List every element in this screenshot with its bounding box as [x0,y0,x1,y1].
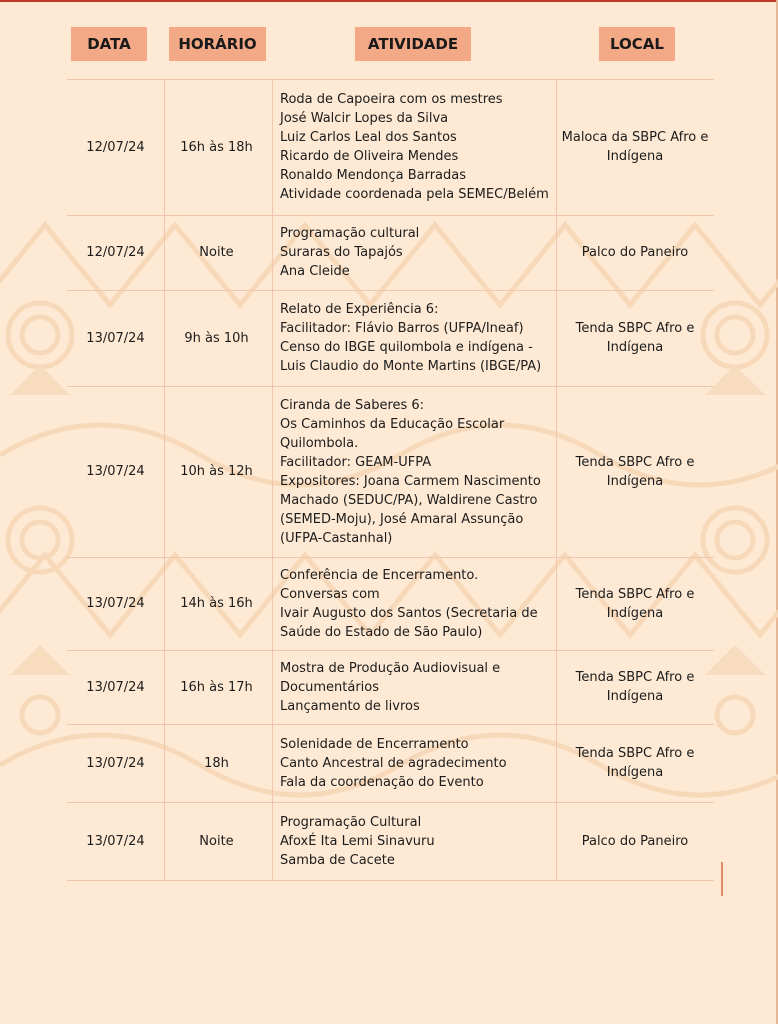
activity-cell [280,650,556,724]
activity-line: Ana Cleide [280,264,350,279]
date-cell: 13/07/24 [86,464,145,479]
activity-line: Programação Cultural [280,814,422,830]
activity-line: Atividade coordenada pela SEMEC/Belém [280,187,549,202]
location-line: Indígena [606,689,664,704]
activity-line: Luis Claudio do Monte Martins (IBGE/PA) [280,359,542,374]
activity-line: Machado (SEDUC/PA), Waldirene Castro [280,492,538,508]
grid-line [67,880,714,881]
table-row [67,290,714,386]
activity-line: Ivair Augusto dos Santos (Secretaria de [280,605,538,621]
location-line: Tenda SBPC Afro e [575,670,695,685]
table-row [67,79,714,215]
location-line: Tenda SBPC Afro e [575,586,695,602]
header-activity: ATIVIDADE [355,27,471,61]
activity-line: Suraras do Tapajós [280,245,403,260]
location-line: Indígena [606,473,664,489]
table-row [67,802,714,880]
location-cell [556,650,714,724]
activity-line: Mostra de Produção Audiovisual e [280,660,501,676]
activity-line: Programação cultural [280,226,420,241]
activity-line: Fala da coordenação do Evento [280,774,484,790]
activity-cell [280,79,556,215]
time-cell: 9h às 10h [184,330,249,346]
date-cell: 12/07/24 [86,245,145,260]
activity-line: Solenidade de Encerramento [280,736,469,752]
activity-line: Censo do IBGE quilombola e indígena - [280,340,533,355]
location-line: Palco do Paneiro [581,245,689,260]
location-cell [556,386,714,557]
table-row [67,724,714,802]
activity-line: (UFPA-Castanhal) [280,530,393,546]
activity-line: Roda de Capoeira com os mestres [280,92,503,107]
activity-line: José Walcir Lopes da Silva [280,111,449,126]
location-cell [556,290,714,386]
header-location: LOCAL [599,27,675,61]
activity-line: Ronaldo Mendonça Barradas [280,168,467,183]
activity-cell [280,557,556,650]
date-cell: 13/07/24 [86,596,145,611]
time-cell: 16h às 18h [180,139,253,155]
location-line: Indígena [606,765,664,780]
activity-line: AfoxÉ Ita Lemi Sinavuru [280,833,435,849]
date-cell: 13/07/24 [86,330,145,346]
time-cell: 10h às 12h [180,464,253,479]
activity-line: (SEMED-Moju), José Amaral Assunção [280,511,524,527]
table-header [0,27,778,61]
activity-line: Canto Ancestral de agradecimento [280,755,507,771]
activity-line: Lançamento de livros [280,698,420,714]
activity-line: Conferência de Encerramento. [280,567,479,583]
activity-line: Saúde do Estado de São Paulo) [280,624,483,640]
activity-line: Ciranda de Saberes 6: [280,397,425,413]
activity-cell [280,386,556,557]
date-cell: 13/07/24 [86,833,145,849]
location-cell [556,215,714,290]
location-line: Indígena [606,605,664,621]
time-cell: 18h [204,755,229,771]
decorative-tick [721,862,723,896]
activity-line: Os Caminhos da Educação Escolar [280,416,505,432]
activity-line: Expositores: Joana Carmem Nascimento [280,473,541,489]
activity-line: Documentários [280,679,379,695]
activity-cell [280,290,556,386]
activity-line: Facilitador: GEAM-UFPA [280,454,432,470]
header-date: DATA [71,27,147,61]
location-cell [556,557,714,650]
table-row [67,215,714,290]
date-cell: 12/07/24 [86,139,145,155]
table-row [67,650,714,724]
activity-line: Samba de Cacete [280,852,395,868]
activity-cell [280,802,556,880]
date-cell: 13/07/24 [86,679,145,695]
location-line: Palco do Paneiro [581,833,689,849]
location-line: Tenda SBPC Afro e [575,321,695,336]
time-cell: Noite [199,245,234,260]
location-line: Maloca da SBPC Afro e [561,130,709,145]
location-cell [556,724,714,802]
table-row [67,386,714,557]
location-line: Indígena [606,149,664,164]
activity-line: Quilombola. [280,435,359,451]
top-border [0,0,778,2]
activity-line: Luiz Carlos Leal dos Santos [280,130,457,145]
activity-line: Facilitador: Flávio Barros (UFPA/Ineaf) [280,321,524,336]
time-cell: Noite [199,833,234,849]
activity-line: Conversas com [280,586,380,602]
location-line: Tenda SBPC Afro e [575,454,695,470]
time-cell: 14h às 16h [180,596,253,611]
activity-cell [280,215,556,290]
table-row [67,557,714,650]
location-line: Indígena [606,340,664,355]
activity-cell [280,724,556,802]
location-cell [556,802,714,880]
activity-line: Ricardo de Oliveira Mendes [280,149,459,164]
location-cell [556,79,714,215]
time-cell: 16h às 17h [180,679,253,695]
location-line: Tenda SBPC Afro e [575,746,695,761]
activity-line: Relato de Experiência 6: [280,302,439,317]
date-cell: 13/07/24 [86,755,145,771]
header-time: HORÁRIO [169,27,266,61]
